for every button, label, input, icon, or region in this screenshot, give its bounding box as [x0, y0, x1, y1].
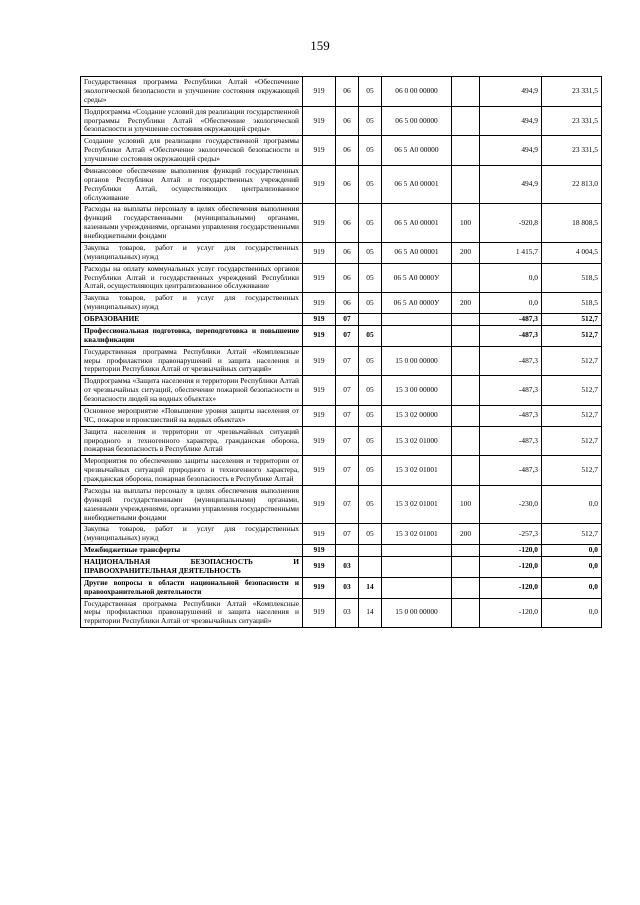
cell-section: 03 [336, 557, 359, 578]
cell-admin-code: 919 [303, 314, 336, 326]
cell-admin-code: 919 [303, 485, 336, 524]
cell-section: 07 [336, 456, 359, 486]
cell-expense-type [452, 545, 480, 557]
cell-target-article: 15 3 02 01001 [382, 524, 452, 545]
cell-expense-type: 200 [452, 293, 480, 314]
table-row [81, 293, 602, 314]
table-row [81, 325, 602, 346]
cell-target-article: 06 5 А0 00000 [382, 136, 452, 166]
cell-subsection: 05 [359, 293, 382, 314]
cell-subsection [359, 314, 382, 326]
cell-target-article: 06 5 А0 00001 [382, 242, 452, 263]
cell-admin-code: 919 [303, 598, 336, 628]
cell-admin-code: 919 [303, 426, 336, 456]
page-number: 159 [310, 38, 330, 53]
cell-admin-code: 919 [303, 165, 336, 204]
table-row [81, 405, 602, 426]
budget-table [80, 76, 602, 628]
cell-target-article: 06 5 А0 00001 [382, 165, 452, 204]
cell-target-article: 15 3 02 01000 [382, 426, 452, 456]
cell-amount-change: -230,0 [480, 485, 542, 524]
cell-subsection: 05 [359, 456, 382, 486]
cell-amount-change: 1 415,7 [480, 242, 542, 263]
cell-subsection: 05 [359, 77, 382, 107]
cell-amount-total: 512,7 [542, 405, 602, 426]
cell-section: 06 [336, 136, 359, 166]
cell-expense-type: 100 [452, 485, 480, 524]
cell-expense-type [452, 136, 480, 166]
cell-amount-change: 0,0 [480, 263, 542, 293]
cell-subsection: 05 [359, 325, 382, 346]
cell-expense-type: 200 [452, 242, 480, 263]
cell-expense-type [452, 314, 480, 326]
cell-description: Финансовое обеспечение выполнения функций государственных органов Республики Алтай и государственных учреждений Республики Алтай, осуществляющих централизованное обслуживание [81, 165, 303, 204]
cell-amount-total: 4 004,5 [542, 242, 602, 263]
cell-admin-code: 919 [303, 456, 336, 486]
cell-subsection: 05 [359, 165, 382, 204]
cell-section: 06 [336, 165, 359, 204]
cell-description: Подпрограмма «Защита населения и территории Республики Алтай от чрезвычайных ситуаций, обеспечение пожарной безопасности и безопасности людей на водных объектах» [81, 376, 303, 406]
cell-description: Расходы на выплаты персоналу в целях обеспечения выполнения функций государственными (муниципальными) органами, казенными учреждениями, органами управления государственными внебюджетными фондами [81, 204, 303, 243]
cell-target-article [382, 557, 452, 578]
cell-description: Государственная программа Республики Алтай «Обеспечение экологической безопасности и улучшение состояния окружающей среды» [81, 77, 303, 107]
cell-amount-total: 512,7 [542, 325, 602, 346]
cell-admin-code: 919 [303, 77, 336, 107]
cell-amount-total: 23 331,5 [542, 106, 602, 136]
cell-subsection [359, 557, 382, 578]
cell-expense-type [452, 325, 480, 346]
cell-subsection: 05 [359, 524, 382, 545]
cell-subsection: 05 [359, 204, 382, 243]
cell-target-article: 15 3 00 00000 [382, 376, 452, 406]
cell-amount-total: 0,0 [542, 485, 602, 524]
cell-amount-change: 494,9 [480, 136, 542, 166]
cell-section: 07 [336, 346, 359, 376]
cell-expense-type [452, 598, 480, 628]
cell-expense-type: 200 [452, 524, 480, 545]
cell-section: 06 [336, 263, 359, 293]
cell-target-article [382, 577, 452, 598]
cell-expense-type [452, 263, 480, 293]
cell-expense-type [452, 426, 480, 456]
cell-admin-code: 919 [303, 577, 336, 598]
cell-section: 06 [336, 77, 359, 107]
cell-section: 07 [336, 376, 359, 406]
cell-description: Государственная программа Республики Алтай «Комплексные меры профилактики правонарушений и защита населения и территории Республики Алтай от чрезвычайных ситуаций» [81, 598, 303, 628]
cell-subsection: 05 [359, 136, 382, 166]
cell-subsection: 05 [359, 426, 382, 456]
cell-target-article: 15 3 02 00000 [382, 405, 452, 426]
cell-admin-code: 919 [303, 106, 336, 136]
cell-expense-type [452, 376, 480, 406]
table-row [81, 557, 602, 578]
cell-expense-type [452, 106, 480, 136]
table-row [81, 242, 602, 263]
cell-description: Закупка товаров, работ и услуг для государственных (муниципальных) нужд [81, 242, 303, 263]
cell-subsection: 14 [359, 598, 382, 628]
cell-target-article: 06 5 А0 00001 [382, 204, 452, 243]
table-row [81, 204, 602, 243]
cell-admin-code: 919 [303, 293, 336, 314]
cell-target-article: 06 5 А0 0000У [382, 263, 452, 293]
table-row [81, 545, 602, 557]
cell-section: 03 [336, 577, 359, 598]
cell-section: 07 [336, 314, 359, 326]
cell-amount-total: 23 331,5 [542, 77, 602, 107]
cell-expense-type [452, 456, 480, 486]
cell-subsection: 05 [359, 405, 382, 426]
cell-description: ОБРАЗОВАНИЕ [81, 314, 303, 326]
cell-amount-change: -120,0 [480, 577, 542, 598]
cell-amount-total: 23 331,5 [542, 136, 602, 166]
cell-amount-total: 518,5 [542, 293, 602, 314]
cell-description: Другие вопросы в области национальной безопасности и правоохранительной деятельности [81, 577, 303, 598]
cell-target-article: 15 3 02 01001 [382, 456, 452, 486]
cell-description: Защита населения и территории от чрезвычайных ситуаций природного и техногенного характера, гражданская оборона, пожарная безопасность в Республике Алтай [81, 426, 303, 456]
cell-admin-code: 919 [303, 263, 336, 293]
cell-description: Закупка товаров, работ и услуг для государственных (муниципальных) нужд [81, 524, 303, 545]
cell-amount-total: 22 813,0 [542, 165, 602, 204]
cell-admin-code: 919 [303, 136, 336, 166]
cell-description: НАЦИОНАЛЬНАЯ БЕЗОПАСНОСТЬ И ПРАВООХРАНИТЕЛЬНАЯ ДЕЯТЕЛЬНОСТЬ [81, 557, 303, 578]
cell-amount-total: 512,7 [542, 346, 602, 376]
table-row [81, 77, 602, 107]
table-row [81, 577, 602, 598]
cell-amount-total: 512,7 [542, 426, 602, 456]
cell-amount-change: -487,3 [480, 325, 542, 346]
cell-amount-total: 0,0 [542, 557, 602, 578]
cell-target-article: 06 5 00 00000 [382, 106, 452, 136]
cell-admin-code: 919 [303, 242, 336, 263]
cell-section: 06 [336, 204, 359, 243]
cell-description: Основное мероприятие «Повышение уровня защиты населения от ЧС, пожаров и происшествий на водных объектах» [81, 405, 303, 426]
cell-target-article [382, 545, 452, 557]
cell-admin-code: 919 [303, 376, 336, 406]
cell-amount-total: 0,0 [542, 545, 602, 557]
cell-section: 07 [336, 426, 359, 456]
cell-amount-total: 0,0 [542, 598, 602, 628]
cell-amount-total: 512,7 [542, 524, 602, 545]
cell-target-article [382, 325, 452, 346]
cell-section: 07 [336, 325, 359, 346]
cell-amount-change: -920,8 [480, 204, 542, 243]
cell-target-article: 06 5 А0 0000У [382, 293, 452, 314]
cell-amount-total: 518,5 [542, 263, 602, 293]
cell-subsection: 05 [359, 485, 382, 524]
cell-subsection [359, 545, 382, 557]
cell-amount-change: -487,3 [480, 456, 542, 486]
cell-amount-total: 0,0 [542, 577, 602, 598]
table-row [81, 263, 602, 293]
cell-amount-change: -487,3 [480, 376, 542, 406]
cell-admin-code: 919 [303, 524, 336, 545]
cell-description: Государственная программа Республики Алтай «Комплексные меры профилактики правонарушений и защита населения и территории Республики Алтай от чрезвычайных ситуаций» [81, 346, 303, 376]
cell-amount-change: -487,3 [480, 405, 542, 426]
cell-admin-code: 919 [303, 325, 336, 346]
cell-amount-change: -257,3 [480, 524, 542, 545]
cell-section: 07 [336, 524, 359, 545]
table-row [81, 376, 602, 406]
cell-target-article: 06 0 00 00000 [382, 77, 452, 107]
table-row [81, 598, 602, 628]
table-row [81, 346, 602, 376]
cell-subsection: 05 [359, 106, 382, 136]
cell-section: 07 [336, 405, 359, 426]
cell-target-article [382, 314, 452, 326]
cell-amount-change: 494,9 [480, 106, 542, 136]
cell-description: Расходы на оплату коммунальных услуг государственных органов Республики Алтай и государственных учреждений Республики Алтай, осуществляющих централизованное обслуживание [81, 263, 303, 293]
cell-amount-change: 494,9 [480, 165, 542, 204]
cell-subsection: 14 [359, 577, 382, 598]
cell-amount-total: 18 808,5 [542, 204, 602, 243]
cell-amount-change: -487,3 [480, 426, 542, 456]
cell-section: 06 [336, 106, 359, 136]
cell-description: Закупка товаров, работ и услуг для государственных (муниципальных) нужд [81, 293, 303, 314]
cell-description: Расходы на выплаты персоналу в целях обеспечения выполнения функций государственными (муниципальными) органами, казенными учреждениями, органами управления государственными внебюджетными фондами [81, 485, 303, 524]
cell-amount-change: 494,9 [480, 77, 542, 107]
cell-amount-change: -120,0 [480, 545, 542, 557]
cell-subsection: 05 [359, 376, 382, 406]
cell-amount-total: 512,7 [542, 456, 602, 486]
cell-amount-total: 512,7 [542, 376, 602, 406]
cell-amount-change: -487,3 [480, 346, 542, 376]
cell-expense-type [452, 557, 480, 578]
table-body [81, 77, 602, 628]
cell-admin-code: 919 [303, 545, 336, 557]
cell-section: 06 [336, 242, 359, 263]
table-row [81, 136, 602, 166]
cell-amount-total: 512,7 [542, 314, 602, 326]
cell-admin-code: 919 [303, 557, 336, 578]
cell-expense-type [452, 346, 480, 376]
table-row [81, 524, 602, 545]
cell-expense-type [452, 77, 480, 107]
cell-amount-change: -120,0 [480, 598, 542, 628]
cell-description: Профессиональная подготовка, переподготовка и повышение квалификации [81, 325, 303, 346]
table-row [81, 456, 602, 486]
cell-section [336, 545, 359, 557]
cell-amount-change: -120,0 [480, 557, 542, 578]
cell-amount-change: 0,0 [480, 293, 542, 314]
cell-section: 03 [336, 598, 359, 628]
cell-expense-type [452, 405, 480, 426]
table-row [81, 106, 602, 136]
cell-admin-code: 919 [303, 204, 336, 243]
table-row [81, 314, 602, 326]
cell-admin-code: 919 [303, 405, 336, 426]
cell-description: Мероприятия по обеспечению защиты населения и территории от чрезвычайных ситуаций природного и техногенного характера, гражданская оборона, пожарная безопасность в Республике Алтай [81, 456, 303, 486]
table-row [81, 165, 602, 204]
table-row [81, 485, 602, 524]
cell-expense-type [452, 165, 480, 204]
cell-amount-change: -487,3 [480, 314, 542, 326]
cell-target-article: 15 0 00 00000 [382, 346, 452, 376]
cell-description: Подпрограмма «Создание условий для реализации государственной программы Республики Алтай «Обеспечение экологической безопасности и улучшение состояния окружающей среды» [81, 106, 303, 136]
cell-section: 06 [336, 293, 359, 314]
cell-subsection: 05 [359, 242, 382, 263]
table-row [81, 426, 602, 456]
cell-subsection: 05 [359, 263, 382, 293]
cell-expense-type: 100 [452, 204, 480, 243]
cell-section: 07 [336, 485, 359, 524]
cell-target-article: 15 0 00 00000 [382, 598, 452, 628]
cell-subsection: 05 [359, 346, 382, 376]
cell-admin-code: 919 [303, 346, 336, 376]
cell-description: Межбюджетные трансферты [81, 545, 303, 557]
cell-expense-type [452, 577, 480, 598]
cell-target-article: 15 3 02 01001 [382, 485, 452, 524]
cell-description: Создание условий для реализации государственной программы Республики Алтай «Обеспечение экологической безопасности и улучшение состояния окружающей среды» [81, 136, 303, 166]
